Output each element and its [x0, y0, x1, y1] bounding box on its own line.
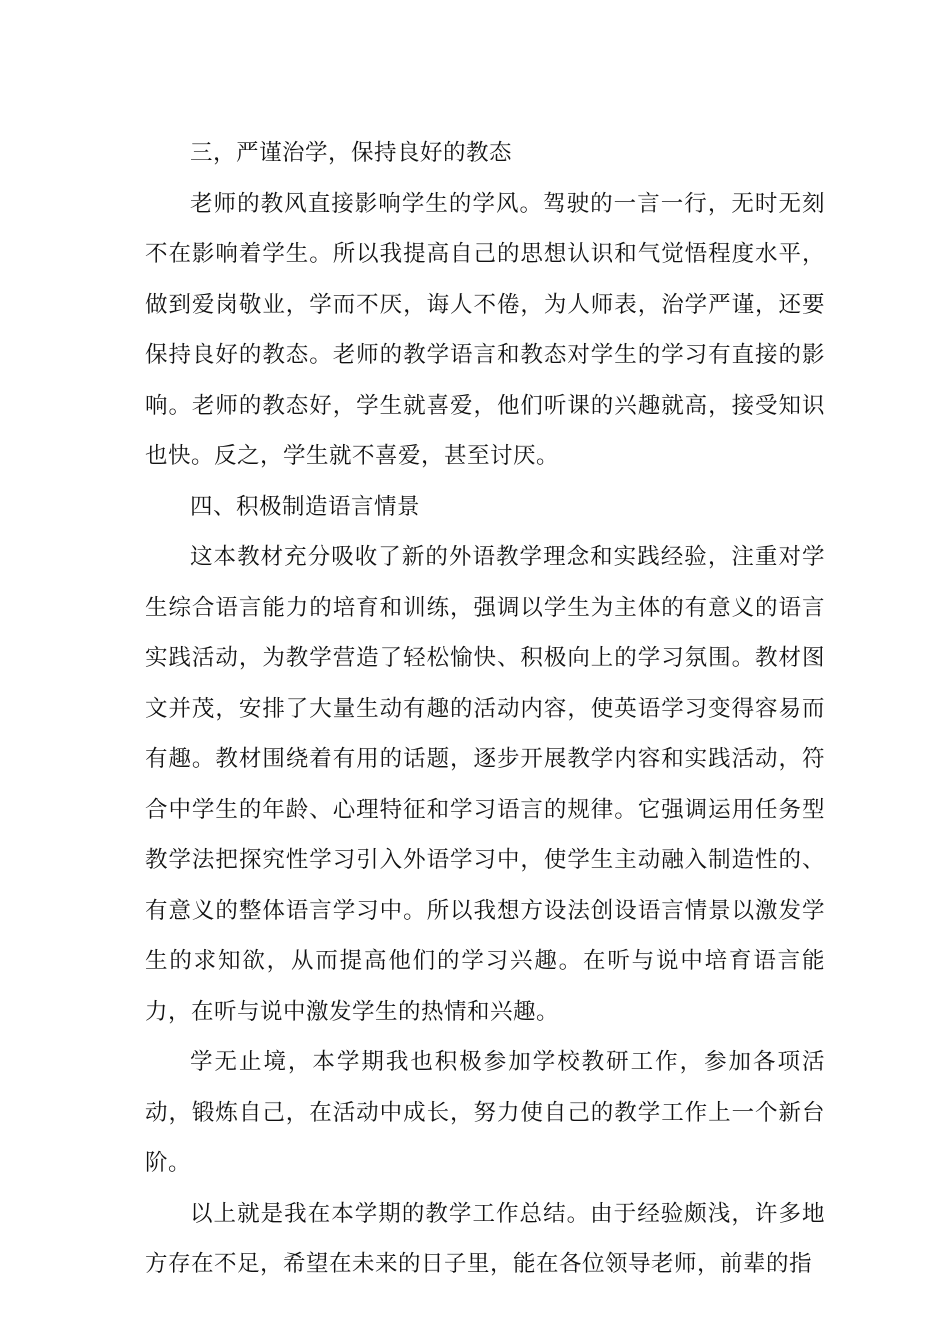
paragraph-language-scenarios: 这本教材充分吸收了新的外语教学理念和实践经验，注重对学生综合语言能力的培育和训练，强调以学生为主体的有意义的语言实践活动，为教学营造了轻松愉快、积极向上的学习氛围。教材图文并茂，安排了大量生动有趣的活动内容，使英语学习变得容易而有趣。教材围绕着有用的话题，逐步开展教学内容和实践活动，符合中学生的年龄、心理特征和学习语言的规律。它强调运用任务型教学法把探究性学习引入外语学习中，使学生主动融入制造性的、有意义的整体语言学习中。所以我想方设法创设语言情景以激发学生的求知欲，从而提高他们的学习兴趣。在听与说中培育语言能力，在听与说中激发学生的热情和兴趣。: [145, 544, 825, 1025]
paragraph-summary: 以上就是我在本学期的教学工作总结。由于经验颇浅，许多地方存在不足，希望在未来的日子里，能在各位领导老师，前辈的指: [145, 1200, 825, 1277]
section-heading-3: 三，严谨治学，保持良好的教态: [190, 140, 513, 166]
document-body: [145, 128, 825, 1290]
paragraph-continuous-learning: 学无止境，本学期我也积极参加学校教研工作，参加各项活动，锻炼自己，在活动中成长，努力使自己的教学工作上一个新台阶。: [145, 1049, 825, 1176]
section-heading-4: 四、积极制造语言情景: [190, 493, 421, 520]
paragraph-teaching-attitude: 老师的教风直接影响学生的学风。驾驶的一言一行，无时无刻不在影响着学生。所以我提高自己的思想认识和气觉悟程度水平，做到爱岗敬业，学而不厌，诲人不倦，为人师表，治学严谨，还要保持良好的教态。老师的教学语言和教态对学生的学习有直接的影响。老师的教态好，学生就喜爱，他们听课的兴趣就高，接受知识也快。反之，学生就不喜爱，甚至讨厌。: [145, 190, 825, 469]
